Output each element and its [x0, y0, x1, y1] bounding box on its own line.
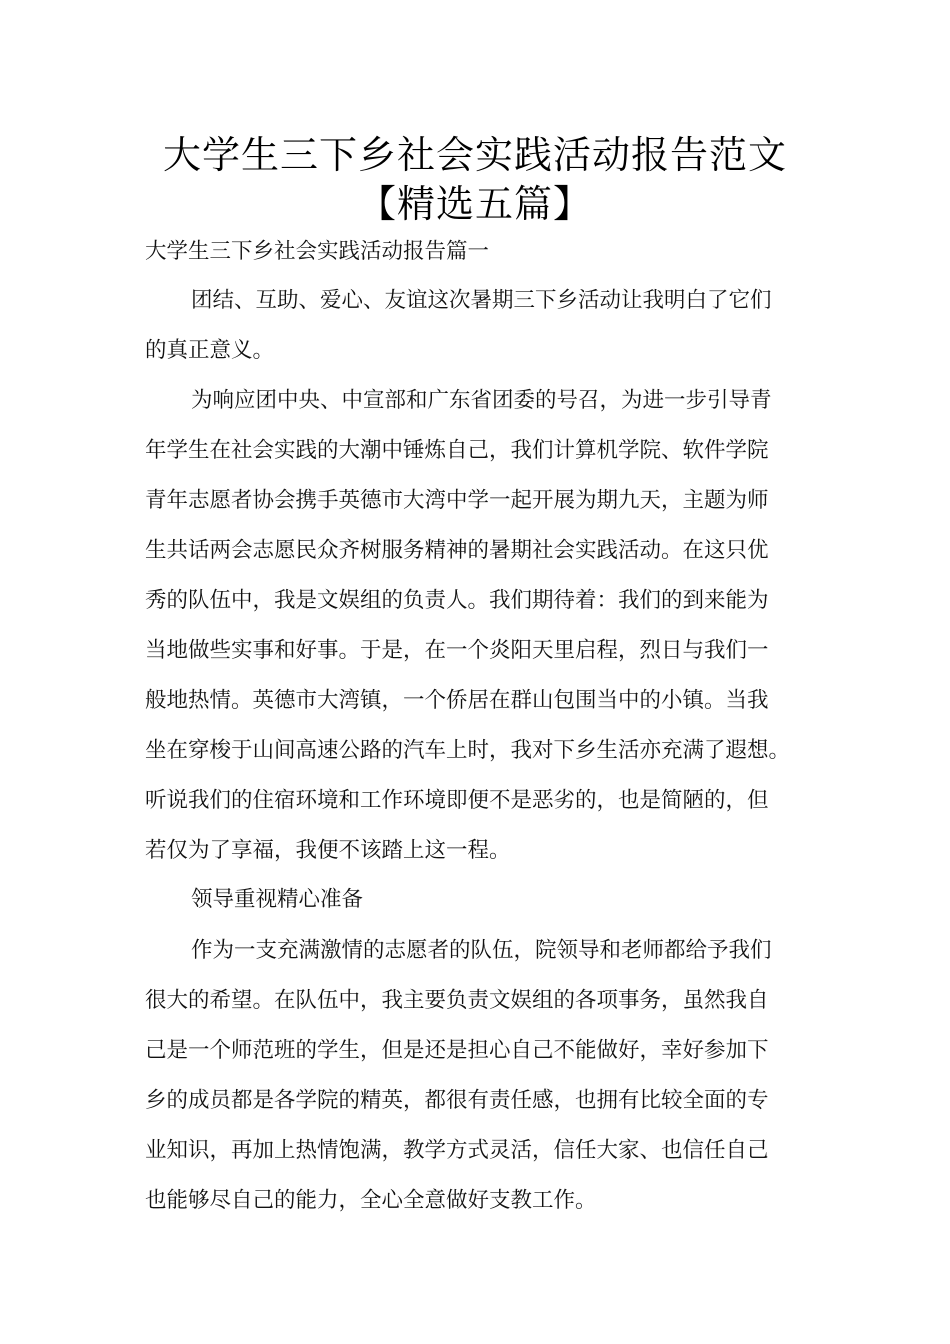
paragraph-line: 业知识，再加上热情饱满，教学方式灵活，信任大家、也信任自己 [145, 1138, 769, 1163]
paragraph-line: 若仅为了享福，我便不该踏上这一程。 [145, 838, 511, 863]
paragraph-line: 团结、互助、爱心、友谊这次暑期三下乡活动让我明白了它们 [191, 288, 772, 313]
paragraph-line: 当地做些实事和好事。于是，在一个炎阳天里启程，烈日与我们一 [145, 638, 769, 663]
paragraph-line: 作为一支充满激情的志愿者的队伍，院领导和老师都给予我们 [191, 938, 772, 963]
paragraph-line: 坐在穿梭于山间高速公路的汽车上时，我对下乡生活亦充满了遐想。 [145, 738, 791, 763]
section-heading: 大学生三下乡社会实践活动报告篇一 [145, 239, 490, 264]
paragraph-line: 生共话两会志愿民众齐树服务精神的暑期社会实践活动。在这只优 [145, 538, 769, 563]
paragraph-line: 青年志愿者协会携手英德市大湾中学一起开展为期九天，主题为师 [145, 488, 769, 513]
paragraph-line: 秀的队伍中，我是文娱组的负责人。我们期待着：我们的到来能为 [145, 588, 769, 613]
paragraph-line: 般地热情。英德市大湾镇，一个侨居在群山包围当中的小镇。当我 [145, 688, 769, 713]
document-title-line-2: 【精选五篇】 [357, 182, 592, 226]
paragraph-line: 听说我们的住宿环境和工作环境即便不是恶劣的，也是简陋的，但 [145, 788, 769, 813]
paragraph-line: 己是一个师范班的学生，但是还是担心自己不能做好，幸好参加下 [145, 1038, 769, 1063]
paragraph-line: 也能够尽自己的能力，全心全意做好支教工作。 [145, 1188, 597, 1213]
paragraph-line: 乡的成员都是各学院的精英，都很有责任感，也拥有比较全面的专 [145, 1088, 769, 1113]
paragraph-line: 的真正意义。 [145, 338, 275, 363]
paragraph-line: 为响应团中央、中宣部和广东省团委的号召，为进一步引导青 [191, 388, 772, 413]
paragraph-line: 年学生在社会实践的大潮中锤炼自己，我们计算机学院、软件学院 [145, 438, 769, 463]
paragraph-line: 很大的希望。在队伍中，我主要负责文娱组的各项事务，虽然我自 [145, 988, 769, 1013]
document-title-line-1: 大学生三下乡社会实践活动报告范文 [162, 133, 787, 177]
subheading: 领导重视精心准备 [191, 887, 364, 912]
